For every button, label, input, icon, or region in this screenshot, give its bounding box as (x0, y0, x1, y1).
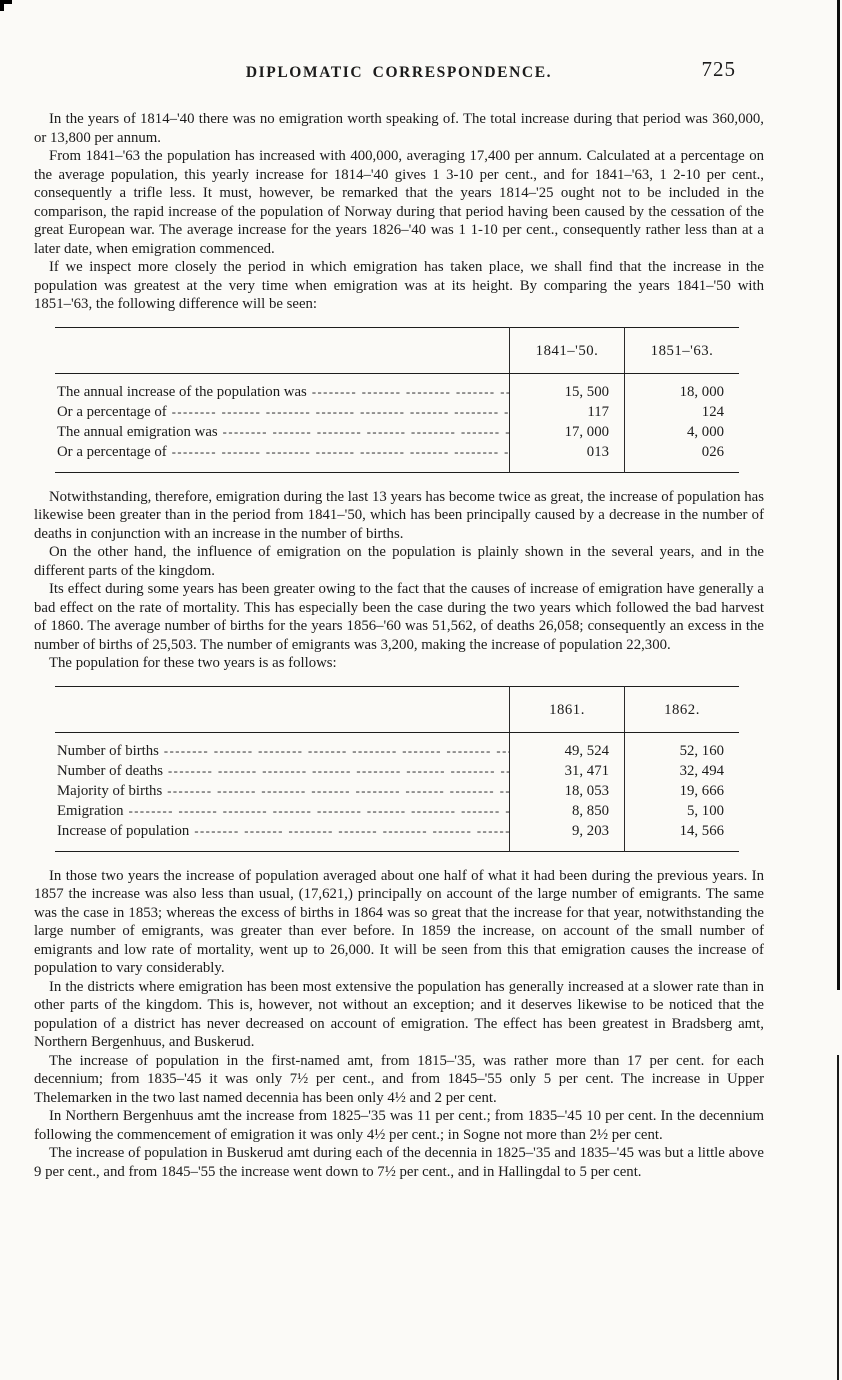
row-value: 013 (510, 442, 625, 473)
row-value: 49, 524 (510, 732, 625, 761)
table-row (55, 373, 739, 402)
row-value: 14, 566 (625, 821, 740, 852)
dot-leader (129, 802, 509, 820)
table-header-row (55, 327, 739, 373)
table-1841-50-vs-1851-63 (55, 327, 739, 473)
row-label: Emigration (57, 802, 124, 819)
row-label: The annual increase of the population was (57, 383, 307, 400)
para-districts: In the districts where emigration has been most extensive the population has generally increased at a slower rate than in other parts of the kingdom. This is, however, not without an exception; and it deserves likewise to be noticed that the population of a district has never decreased on account of emigration. The effect has been greatest in Bradsberg amt, Northern Bergenhuus, and Buskerud. (34, 978, 764, 1050)
para-northern-bergenhuus: In Northern Bergenhuus amt the increase from 1825–'35 was 11 per cent.; from 1835–'45 10 per cent. In the decennium following the commencement of emigration it was only 4½ per cent.; in Sogne not more than 2½ per cent. (34, 1108, 764, 1143)
table-row (55, 422, 739, 442)
para-notwithstanding: Notwithstanding, therefore, emigration during the last 13 years has become twice as great, the increase of population has likewise been greater than in the period from 1841–'50, which has been principally caused by a decrease in the number of deaths in conjunction with an increase in the number of births. (34, 488, 764, 542)
row-value: 117 (510, 402, 625, 422)
para-bradsberg: The increase of population in the first-named amt, from 1815–'35, was rather more than 17 per cent. for each decennium; from 1835–'45 it was only 7½ per cent., and from 1845–'55 only 5 per cent. The increase in Upper Thelemarken in the two last named decennia has been only 4½ and 2 per cent. (34, 1052, 764, 1106)
row-value: 15, 500 (510, 373, 625, 402)
row-value: 5, 100 (625, 801, 740, 821)
table-col-header: 1851–'63. (625, 327, 740, 373)
para-two-years-average: In those two years the increase of population averaged about one half of what it had been during the previous years. In 1857 the increase was also less than usual, (17,621,) principally on account of the large number of emigrants. The same was the case in 1853; whereas the excess of births in 1864 was so great that the increase for that year, notwithstanding the large number of emigrants, was greater than ever before. In 1859 the increase, on account of the small number of emigrants and low rate of mortality, went up to 26,000. It will be seen from this that emigration causes the increase of population to vary considerably. (34, 867, 764, 976)
table-header-row (55, 686, 739, 732)
row-label: Increase of population (57, 822, 190, 839)
dot-leader (194, 822, 509, 840)
row-value: 124 (625, 402, 740, 422)
row-label: The annual emigration was (57, 423, 218, 440)
para-1814-40-no-emigration: In the years of 1814–'40 there was no emigration worth speaking of. The total increase during that period was 360,000, or 13,800 per annum. (34, 111, 764, 146)
dot-leader (172, 443, 509, 461)
table-1861-1862 (55, 686, 739, 852)
row-value: 17, 000 (510, 422, 625, 442)
row-value: 4, 000 (625, 422, 740, 442)
row-value: 18, 000 (625, 373, 740, 402)
table-col-header: 1841–'50. (510, 327, 625, 373)
row-value: 31, 471 (510, 761, 625, 781)
scan-corner-mark (0, 0, 4, 11)
row-value: 9, 203 (510, 821, 625, 852)
scan-edge-line (837, 0, 840, 990)
row-value: 026 (625, 442, 740, 473)
row-value: 52, 160 (625, 732, 740, 761)
dot-leader (164, 742, 509, 760)
row-label: Or a percentage of (57, 443, 167, 460)
row-value: 19, 666 (625, 781, 740, 801)
para-1841-63-increase: From 1841–'63 the population has increased with 400,000, averaging 17,400 per annum. Calculated at a percentage on the average population, this yearly increase for 1814–'40 gives 1 3-10 per cent., and for 1841–'63, 1 2-10 per cent., consequently a trifle less. It must, however, be remarked that the years 1814–'25 ought not to be included in the comparison, the rapid increase of the population of Norway during that period having been caused by the cessation of the great European war. The average increase for the years 1826–'40 was 1 1-10 per cent., consequently rather less than at a later date, when emigration commenced. (34, 148, 764, 257)
para-buskerud: The increase of population in Buskerud amt during each of the decennia in 1825–'35 and 1835–'45 was but a little above 9 per cent., and from 1845–'55 the increase went down to 7½ per cent., and in Hallingdal to 5 per cent. (34, 1145, 764, 1180)
row-label: Or a percentage of (57, 403, 167, 420)
table-row (55, 732, 739, 761)
table-empty-header (55, 686, 510, 732)
page-header-title: DIPLOMATIC CORRESPONDENCE. (245, 64, 553, 81)
scan-edge-line (837, 1055, 839, 1380)
table-row (55, 442, 739, 473)
dot-leader (167, 782, 509, 800)
dot-leader (172, 403, 509, 421)
table-col-header: 1862. (625, 686, 740, 732)
para-comparison-intro: If we inspect more closely the period in which emigration has taken place, we shall find that the increase in the population was greatest at the very time when emigration was at its height. By comparing the years 1841–'50 with 1851–'63, the following difference will be seen: (34, 259, 764, 312)
dot-leader (223, 423, 509, 441)
table-empty-header (55, 327, 510, 373)
row-value: 18, 053 (510, 781, 625, 801)
table-row (55, 821, 739, 852)
table-row (55, 781, 739, 801)
para-population-two-years-intro: The population for these two years is as follows: (49, 655, 337, 671)
table-row (55, 402, 739, 422)
row-label: Majority of births (57, 782, 163, 799)
page-number: 725 (701, 57, 736, 81)
dot-leader (168, 762, 509, 780)
running-head (34, 57, 764, 92)
para-effect-mortality: Its effect during some years has been greater owing to the fact that the causes of increase of emigration have generally a bad effect on the rate of mortality. This has especially been the case during the two years which followed the bad harvest of 1860. The average number of births for the years 1856–'60 was 51,562, of deaths 26,058; consequently an excess in the number of births of 25,503. The number of emigrants was 3,200, making the increase of population 22,300. (34, 581, 764, 653)
row-value: 32, 494 (625, 761, 740, 781)
table-col-header: 1861. (510, 686, 625, 732)
row-label: Number of births (57, 742, 159, 759)
table-row (55, 761, 739, 781)
table-row (55, 801, 739, 821)
row-label: Number of deaths (57, 762, 164, 779)
dot-leader (312, 383, 509, 401)
row-value: 8, 850 (510, 801, 625, 821)
para-other-hand: On the other hand, the influence of emigration on the population is plainly shown in the several years, and in the different parts of the kingdom. (34, 544, 764, 579)
